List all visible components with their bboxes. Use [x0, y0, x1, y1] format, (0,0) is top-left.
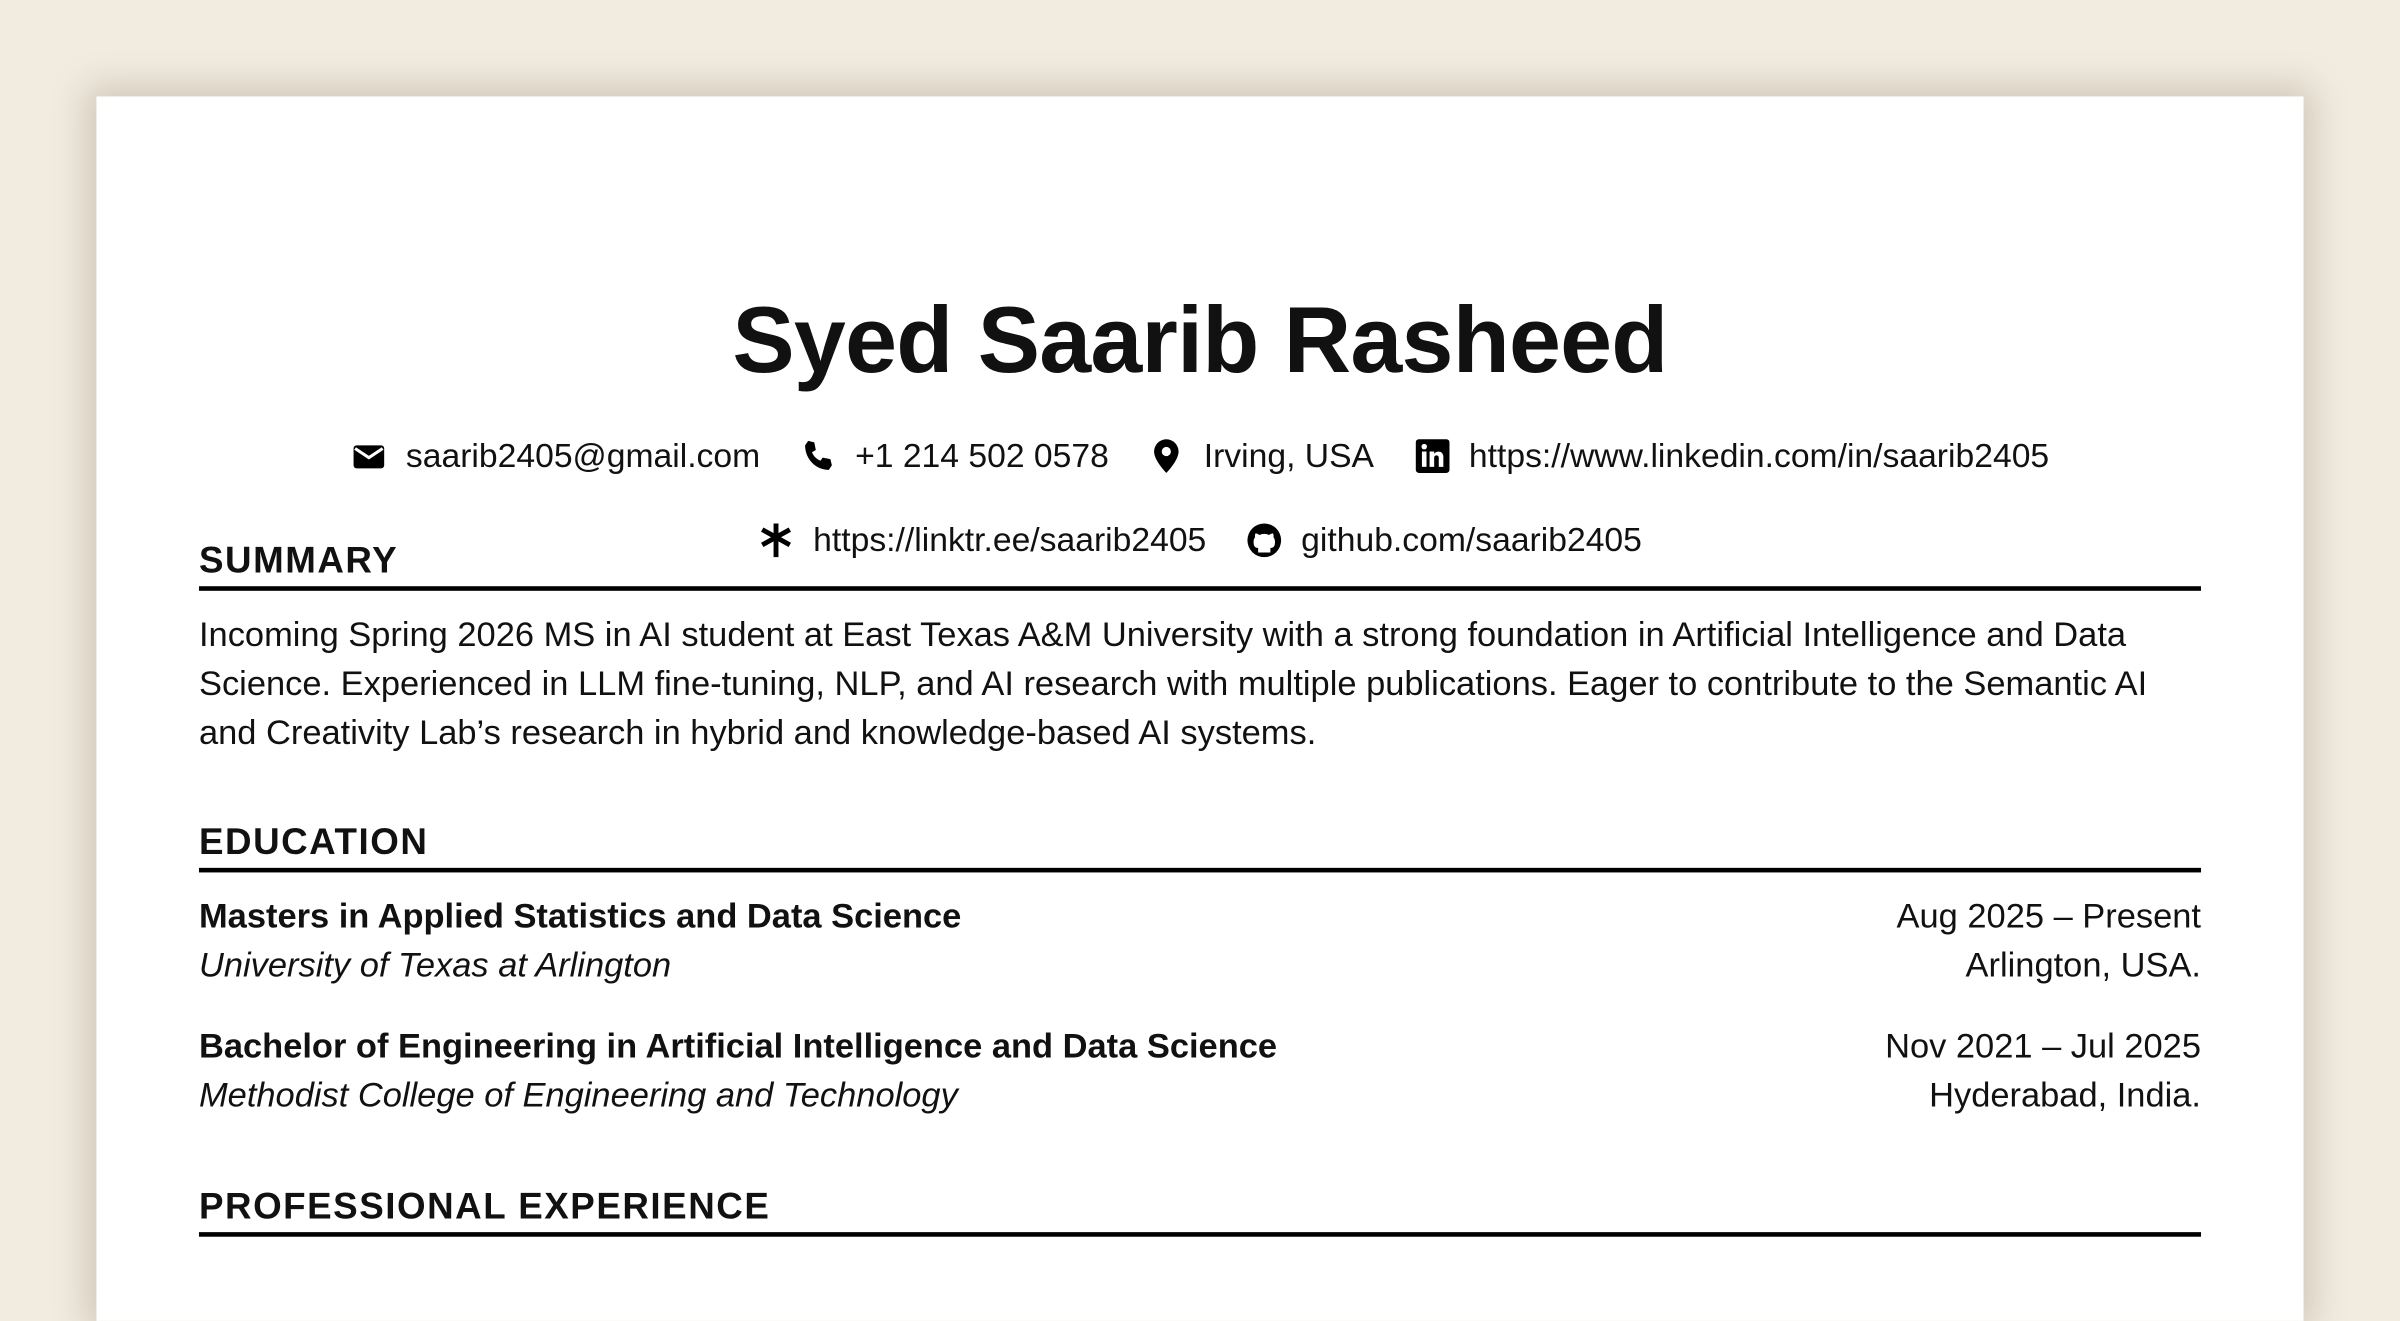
linkedin-link[interactable]: https://www.linkedin.com/in/saarib2405: [1468, 436, 2050, 475]
degree: Bachelor of Engineering in Artificial Intelligence and Data Science: [198, 1027, 1278, 1066]
school: Methodist College of Engineering and Technology: [198, 1076, 958, 1115]
education-entry: [199, 892, 2201, 990]
linkedin-icon: [1414, 438, 1451, 475]
phone-icon: [800, 438, 837, 475]
email-link[interactable]: saarib2405@gmail.com: [405, 436, 761, 475]
education-entry: [199, 1022, 2201, 1120]
section-heading: SUMMARY: [199, 540, 2201, 591]
contact-phone[interactable]: [800, 436, 1109, 476]
summary-section: [199, 540, 2201, 757]
section-heading: EDUCATION: [199, 822, 2201, 873]
dates: Nov 2021 – Jul 2025: [1885, 1027, 2202, 1066]
linktree-link[interactable]: https://linktr.ee/saarib2405: [813, 520, 1207, 559]
envelope-icon: [351, 438, 388, 475]
location: Arlington, USA.: [1965, 945, 2202, 985]
contact-email[interactable]: [351, 436, 760, 476]
degree: Masters in Applied Statistics and Data Science: [198, 896, 962, 936]
education-section: [199, 822, 2201, 1120]
location-text: Irving, USA: [1203, 436, 1375, 475]
summary-text: Incoming Spring 2026 MS in AI student at East Texas A&M University with a strong foundation in Artificial Intelligence and Data Science. Experienced in LLM fine-tuning, NLP, and AI research with multiple publications. Eager to contribute to the Semantic AI and Creativity Lab’s research in hybrid and knowledge-based AI systems.: [198, 615, 2148, 752]
location: Hyderabad, India.: [1929, 1076, 2202, 1115]
section-heading: PROFESSIONAL EXPERIENCE: [199, 1186, 2201, 1237]
dates: Aug 2025 – Present: [1896, 896, 2202, 936]
phone-text: +1 214 502 0578: [855, 436, 1109, 475]
resume-page: [96, 96, 2303, 1320]
experience-section: [199, 1186, 2201, 1237]
candidate-name: Syed Saarib Rasheed: [732, 287, 1668, 392]
location-pin-icon: [1149, 438, 1186, 475]
contact-row: [96, 436, 2303, 476]
contact-location: [1149, 436, 1374, 476]
github-link[interactable]: github.com/saarib2405: [1301, 520, 1642, 559]
school: University of Texas at Arlington: [198, 945, 672, 985]
contact-linkedin[interactable]: [1414, 436, 2049, 476]
